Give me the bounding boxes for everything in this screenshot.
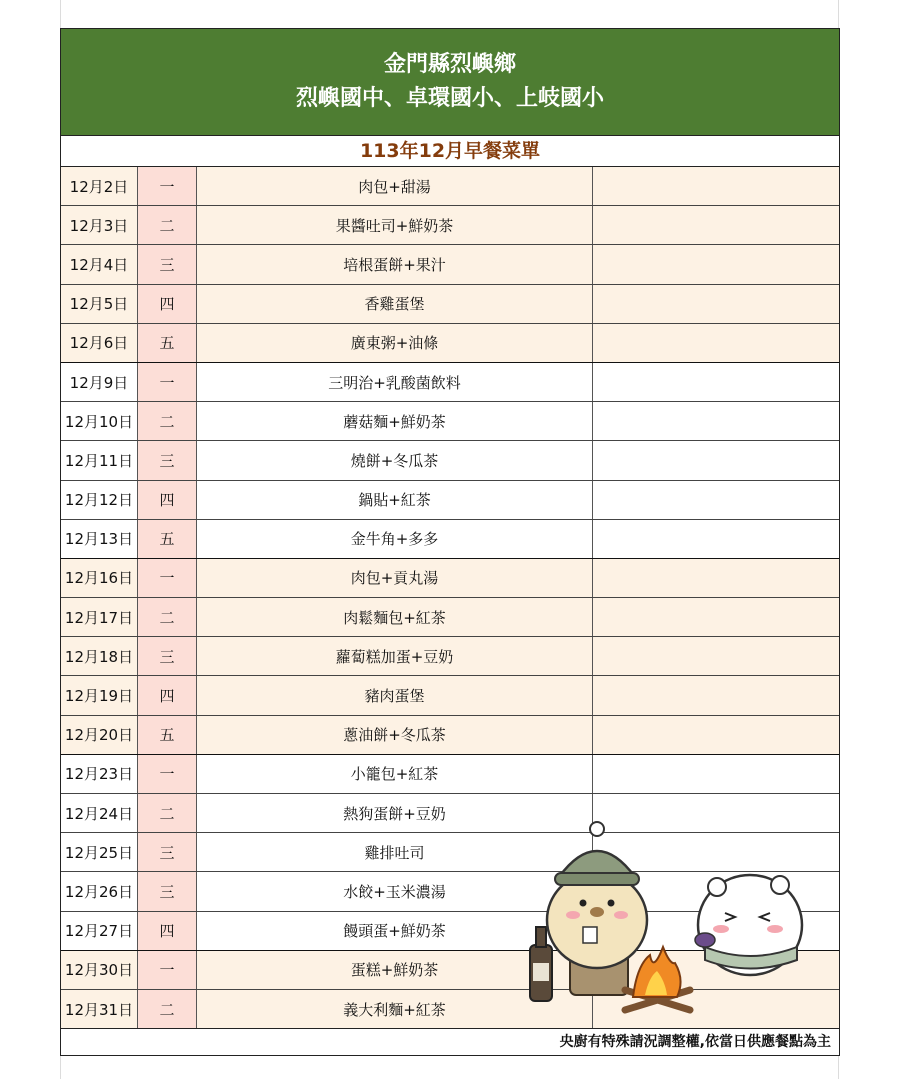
bears-campfire-illustration bbox=[525, 815, 815, 1020]
date-cell: 12月23日 bbox=[61, 755, 138, 793]
banner-schools: 烈嶼國中、卓環國小、上岐國小 bbox=[295, 86, 604, 111]
date-cell: 12月16日 bbox=[61, 559, 138, 597]
date-cell: 12月17日 bbox=[61, 598, 138, 636]
weekday-cell: 四 bbox=[138, 481, 197, 519]
date-cell: 12月25日 bbox=[61, 833, 138, 871]
weekday-cell: 五 bbox=[138, 324, 197, 362]
note-cell bbox=[593, 481, 839, 519]
menu-item-cell: 燒餅+冬瓜茶 bbox=[197, 441, 593, 479]
weekday-cell: 一 bbox=[138, 951, 197, 989]
menu-row bbox=[61, 481, 839, 520]
note-cell bbox=[593, 324, 839, 362]
note-cell bbox=[593, 559, 839, 597]
date-cell: 12月12日 bbox=[61, 481, 138, 519]
menu-item-cell: 蛋糕+鮮奶茶 bbox=[197, 951, 593, 989]
date-cell: 12月6日 bbox=[61, 324, 138, 362]
menu-item-cell: 水餃+玉米濃湯 bbox=[197, 872, 593, 910]
note-cell bbox=[593, 716, 839, 754]
footer-note: 央廚有特殊請況調整權,依當日供應餐點為主 bbox=[559, 1034, 831, 1051]
menu-row bbox=[61, 363, 839, 402]
weekday-cell: 一 bbox=[138, 755, 197, 793]
weekday-cell: 一 bbox=[138, 167, 197, 205]
date-cell: 12月13日 bbox=[61, 520, 138, 558]
note-cell bbox=[593, 755, 839, 793]
menu-row bbox=[61, 598, 839, 637]
note-cell bbox=[593, 245, 839, 283]
menu-item-cell: 培根蛋餅+果汁 bbox=[197, 245, 593, 283]
date-cell: 12月20日 bbox=[61, 716, 138, 754]
note-cell bbox=[593, 402, 839, 440]
date-cell: 12月26日 bbox=[61, 872, 138, 910]
weekday-cell: 三 bbox=[138, 441, 197, 479]
menu-item-cell: 豬肉蛋堡 bbox=[197, 676, 593, 714]
menu-row bbox=[61, 637, 839, 676]
weekday-cell: 三 bbox=[138, 833, 197, 871]
menu-item-cell: 肉鬆麵包+紅茶 bbox=[197, 598, 593, 636]
date-cell: 12月24日 bbox=[61, 794, 138, 832]
weekday-cell: 三 bbox=[138, 637, 197, 675]
date-cell: 12月3日 bbox=[61, 206, 138, 244]
weekday-cell: 二 bbox=[138, 990, 197, 1028]
menu-row bbox=[61, 520, 839, 559]
date-cell: 12月5日 bbox=[61, 285, 138, 323]
weekday-cell: 二 bbox=[138, 206, 197, 244]
menu-row bbox=[61, 206, 839, 245]
note-cell bbox=[593, 206, 839, 244]
menu-item-cell: 金牛角+多多 bbox=[197, 520, 593, 558]
weekday-cell: 二 bbox=[138, 794, 197, 832]
weekday-cell: 四 bbox=[138, 285, 197, 323]
menu-item-cell: 廣東粥+油條 bbox=[197, 324, 593, 362]
date-cell: 12月19日 bbox=[61, 676, 138, 714]
note-cell bbox=[593, 676, 839, 714]
menu-item-cell: 肉包+甜湯 bbox=[197, 167, 593, 205]
weekday-cell: 一 bbox=[138, 363, 197, 401]
menu-item-cell: 三明治+乳酸菌飲料 bbox=[197, 363, 593, 401]
date-cell: 12月2日 bbox=[61, 167, 138, 205]
note-cell bbox=[593, 167, 839, 205]
note-cell bbox=[593, 598, 839, 636]
menu-item-cell: 小籠包+紅茶 bbox=[197, 755, 593, 793]
weekday-cell: 五 bbox=[138, 520, 197, 558]
menu-item-cell: 鍋貼+紅茶 bbox=[197, 481, 593, 519]
menu-item-cell: 肉包+貢丸湯 bbox=[197, 559, 593, 597]
date-cell: 12月27日 bbox=[61, 912, 138, 950]
note-cell bbox=[593, 285, 839, 323]
menu-item-cell: 蘑菇麵+鮮奶茶 bbox=[197, 402, 593, 440]
weekday-cell: 一 bbox=[138, 559, 197, 597]
weekday-cell: 二 bbox=[138, 598, 197, 636]
menu-item-cell: 蘿蔔糕加蛋+豆奶 bbox=[197, 637, 593, 675]
menu-row bbox=[61, 559, 839, 598]
weekday-cell: 二 bbox=[138, 402, 197, 440]
menu-item-cell: 蔥油餅+冬瓜茶 bbox=[197, 716, 593, 754]
note-cell bbox=[593, 363, 839, 401]
menu-item-cell: 義大利麵+紅茶 bbox=[197, 990, 593, 1028]
menu-row bbox=[61, 755, 839, 794]
menu-item-cell: 熱狗蛋餅+豆奶 bbox=[197, 794, 593, 832]
menu-row bbox=[61, 167, 839, 206]
weekday-cell: 四 bbox=[138, 676, 197, 714]
menu-row bbox=[61, 716, 839, 755]
menu-row bbox=[61, 245, 839, 284]
menu-item-cell: 香雞蛋堡 bbox=[197, 285, 593, 323]
date-cell: 12月10日 bbox=[61, 402, 138, 440]
menu-item-cell: 雞排吐司 bbox=[197, 833, 593, 871]
banner-township: 金門縣烈嶼鄉 bbox=[383, 52, 516, 77]
date-cell: 12月9日 bbox=[61, 363, 138, 401]
menu-item-cell: 饅頭蛋+鮮奶茶 bbox=[197, 912, 593, 950]
menu-item-cell: 果醬吐司+鮮奶茶 bbox=[197, 206, 593, 244]
menu-row bbox=[61, 441, 839, 480]
note-cell bbox=[593, 520, 839, 558]
menu-row bbox=[61, 402, 839, 441]
date-cell: 12月18日 bbox=[61, 637, 138, 675]
date-cell: 12月31日 bbox=[61, 990, 138, 1028]
date-cell: 12月4日 bbox=[61, 245, 138, 283]
note-cell bbox=[593, 637, 839, 675]
school-banner bbox=[61, 29, 839, 136]
menu-title: 113年12月早餐菜單 bbox=[61, 136, 839, 167]
menu-row bbox=[61, 285, 839, 324]
date-cell: 12月11日 bbox=[61, 441, 138, 479]
menu-row bbox=[61, 676, 839, 715]
note-cell bbox=[593, 441, 839, 479]
weekday-cell: 三 bbox=[138, 872, 197, 910]
weekday-cell: 四 bbox=[138, 912, 197, 950]
weekday-cell: 三 bbox=[138, 245, 197, 283]
date-cell: 12月30日 bbox=[61, 951, 138, 989]
menu-row bbox=[61, 324, 839, 363]
weekday-cell: 五 bbox=[138, 716, 197, 754]
